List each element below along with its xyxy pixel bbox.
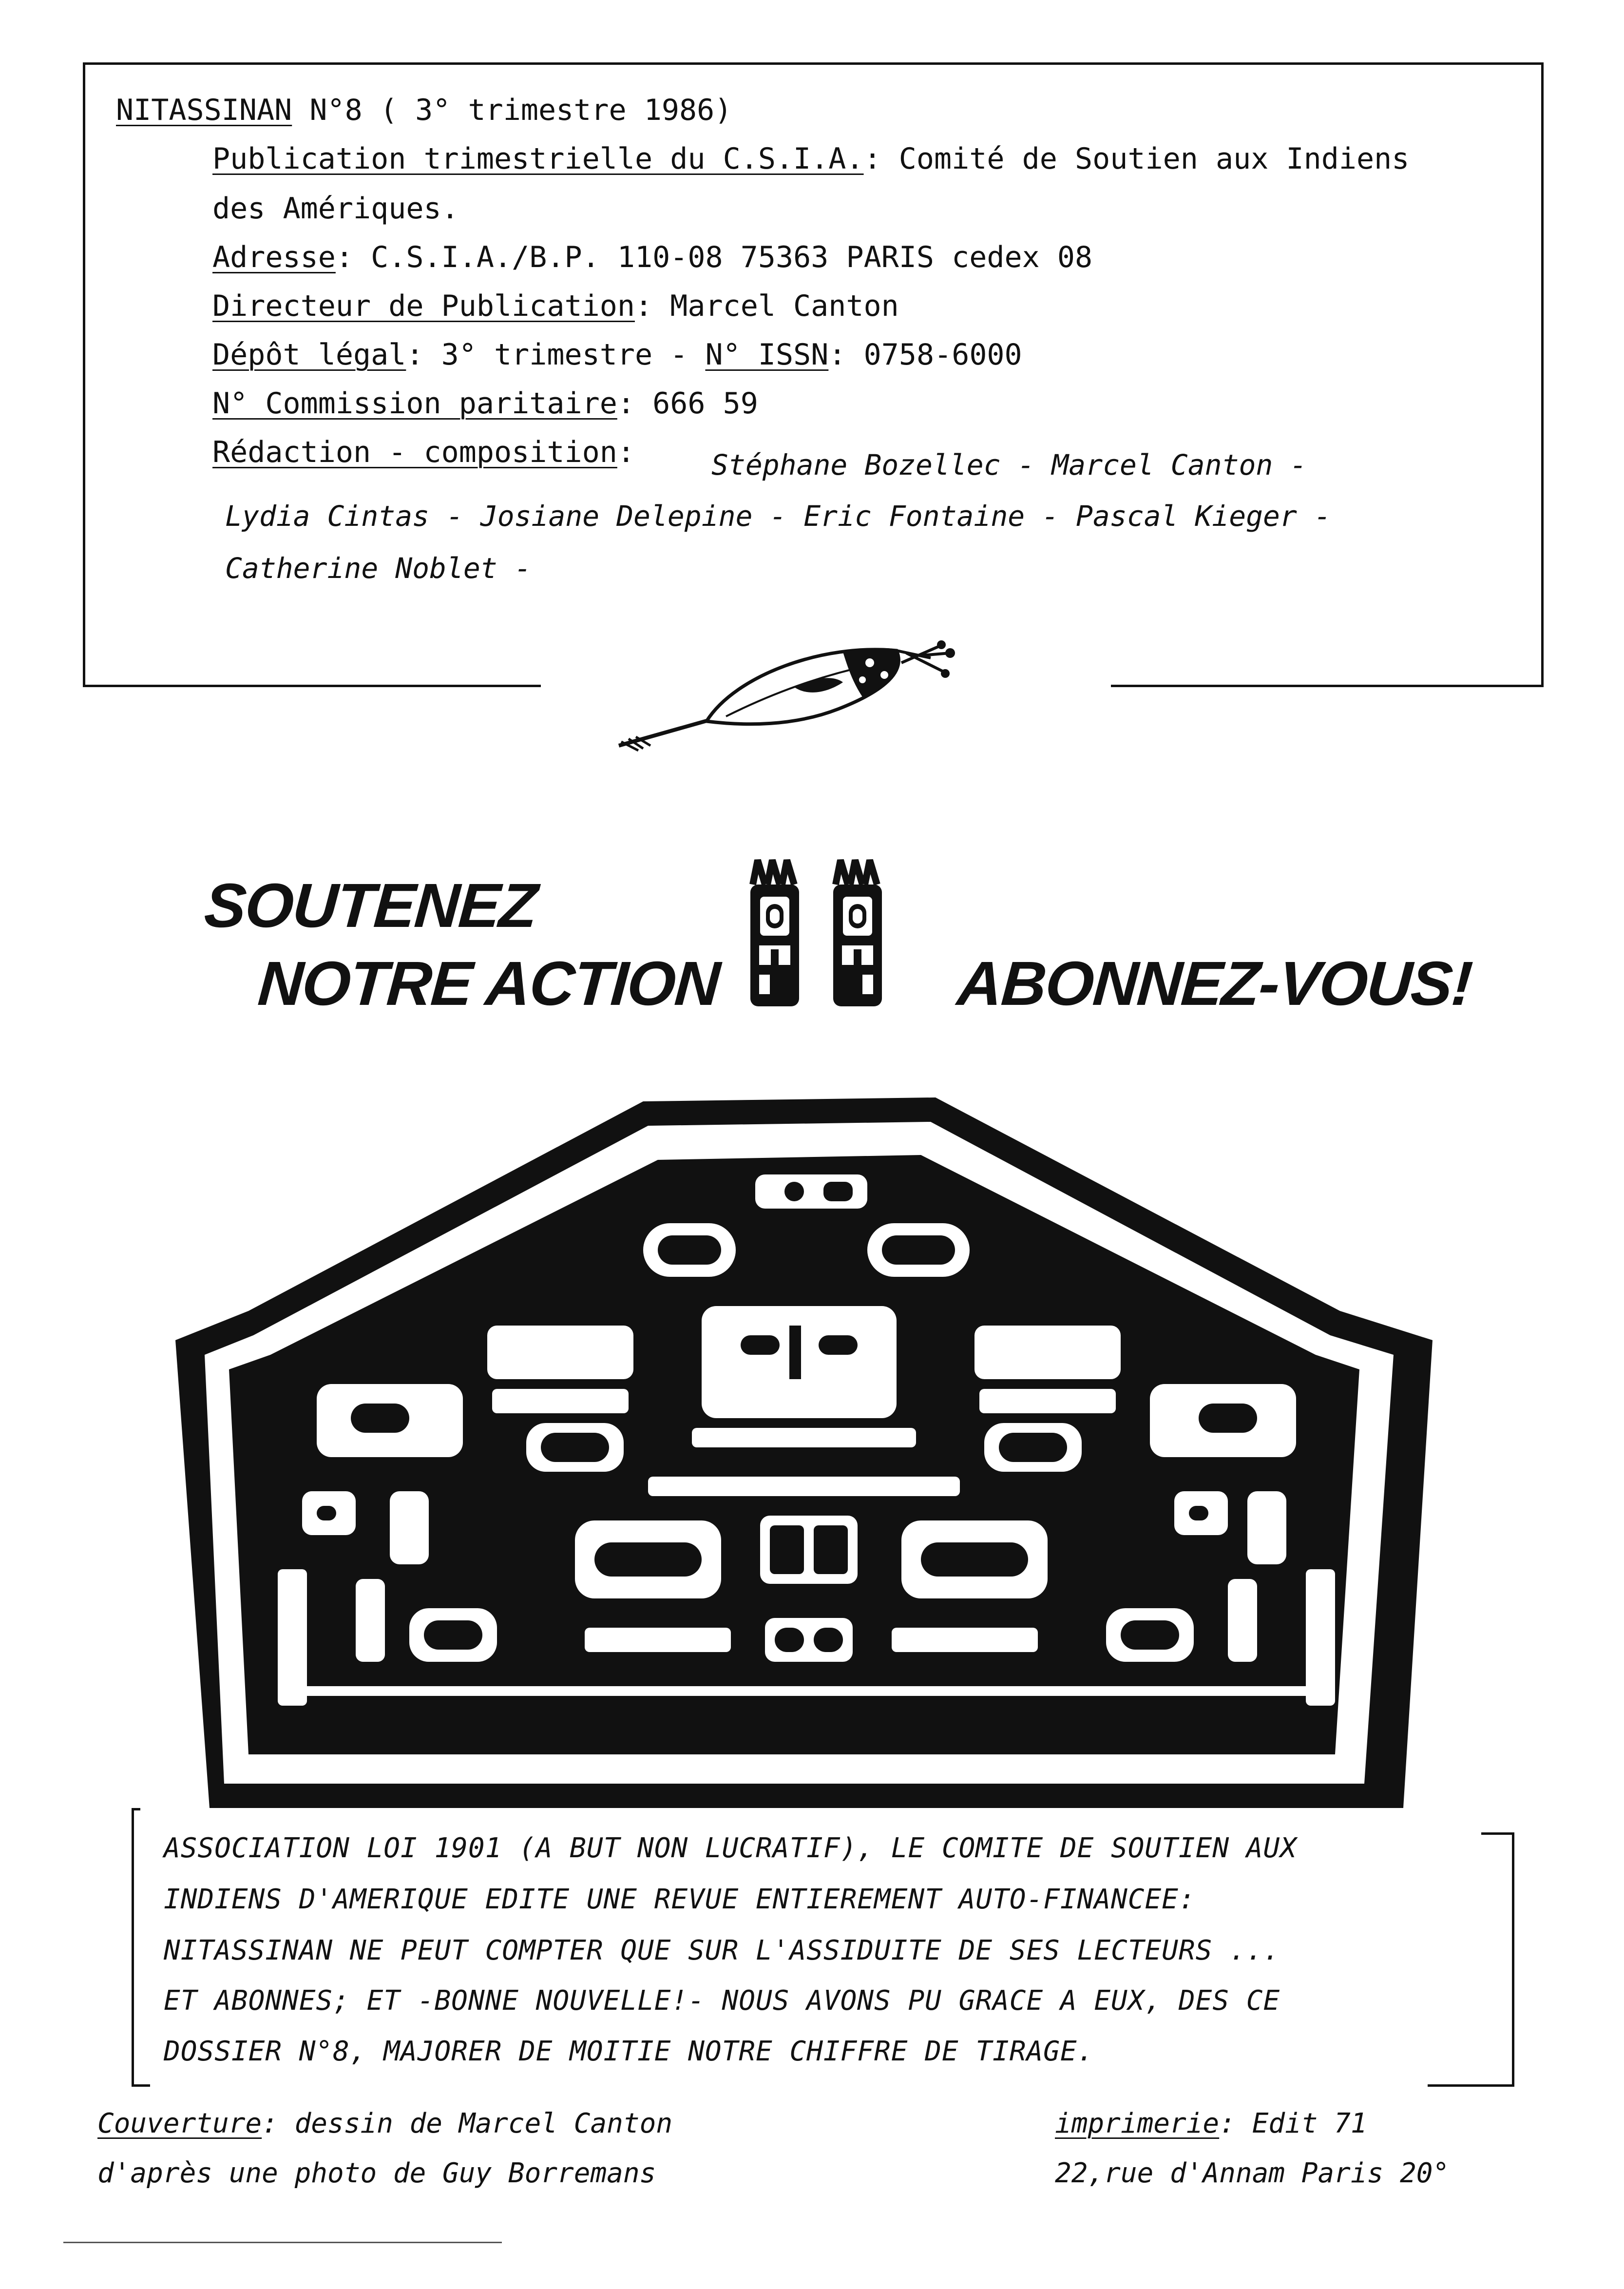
printer-credit-line2: 22,rue d'Annam Paris 20° (1055, 2157, 1450, 2189)
issn-value: : 0758-6000 (828, 338, 1022, 372)
issue-info: N°8 ( 3° trimestre 1986) (292, 93, 732, 127)
cover-credit-line2: d'après une photo de Guy Borremans (97, 2157, 656, 2189)
notice-bracket-left (132, 1808, 134, 2087)
cover-label: Couverture (97, 2108, 262, 2139)
printer-credit-line1 (1055, 2110, 1367, 2137)
publication-line (212, 142, 1410, 176)
masthead-bottom-rule-left (83, 685, 541, 687)
chilkat-blanket-illustration (156, 1092, 1471, 1813)
cover-credit-line1 (97, 2110, 672, 2137)
slogan-left-line2: NOTRE ACTION (256, 949, 722, 1019)
depot-value: : 3° trimestre - (406, 338, 706, 372)
notice-line-4: ET ABONNES; ET -BONNE NOUVELLE!- NOUS AVONS PU GRACE A EUX, DES CE (164, 1985, 1280, 2017)
redaction-label: Rédaction - composition (212, 435, 617, 469)
journal-title: NITASSINAN (116, 93, 292, 127)
slogan-right: ABONNEZ-VOUS! (955, 949, 1474, 1019)
redaction-names-1: Stéphane Bozellec - Marcel Canton - (711, 448, 1307, 481)
notice-bracket-bottom-left (132, 2084, 150, 2087)
feather-icon (609, 629, 999, 755)
redaction-names-3: Catherine Noblet - (225, 552, 532, 585)
masthead-bottom-rule-right (1111, 685, 1544, 687)
address-line (212, 240, 1093, 274)
publication-line-cont (212, 192, 459, 226)
publication-label: Publication trimestrielle du C.S.I.A. (212, 142, 864, 176)
redaction-names-2: Lydia Cintas - Josiane Delepine - Eric Fontaine - Pascal Kieger - (225, 500, 1331, 533)
notice-line-2: INDIENS D'AMERIQUE EDITE UNE REVUE ENTIEREMENT AUTO-FINANCEE: (164, 1884, 1196, 1915)
masthead-title-line (116, 93, 732, 127)
address-label: Adresse (212, 240, 336, 274)
commission-value: : 666 59 (617, 386, 758, 421)
printer-value: : Edit 71 (1219, 2108, 1367, 2139)
depot-label: Dépôt légal (212, 338, 406, 372)
commission-line (212, 386, 758, 421)
commission-label: N° Commission paritaire (212, 386, 617, 421)
director-value: : Marcel Canton (634, 289, 899, 323)
cover-value: : dessin de Marcel Canton (262, 2108, 673, 2139)
notice-line-3: NITASSINAN NE PEUT COMPTER QUE SUR L'ASSIDUITE DE SES LECTEURS ... (164, 1935, 1280, 1966)
publication-value: : Comité de Soutien aux Indiens (863, 142, 1410, 176)
depot-line (212, 338, 1022, 372)
notice-bracket-top-right (1481, 1832, 1514, 1835)
notice-line-1: ASSOCIATION LOI 1901 (A BUT NON LUCRATIF), LE COMITE DE SOUTIEN AUX (164, 1832, 1297, 1864)
footer-rule (63, 2242, 502, 2243)
issn-label: N° ISSN (705, 338, 829, 372)
redaction-line (212, 435, 635, 469)
director-label: Directeur de Publication (212, 289, 635, 323)
redaction-colon: : (617, 435, 635, 469)
notice-bracket-bottom-right (1428, 2084, 1514, 2087)
publication-value-cont: des Amériques. (212, 192, 459, 226)
totem-poles-icon (745, 858, 892, 1009)
slogan-left-line1: SOUTENEZ (202, 871, 539, 941)
notice-bracket-right (1512, 1832, 1514, 2087)
director-line (212, 291, 899, 321)
address-value: : C.S.I.A./B.P. 110-08 75363 PARIS cedex 08 (335, 240, 1093, 274)
notice-line-5: DOSSIER N°8, MAJORER DE MOITIE NOTRE CHIFFRE DE TIRAGE. (164, 2036, 1094, 2067)
printer-label: imprimerie (1055, 2108, 1220, 2139)
